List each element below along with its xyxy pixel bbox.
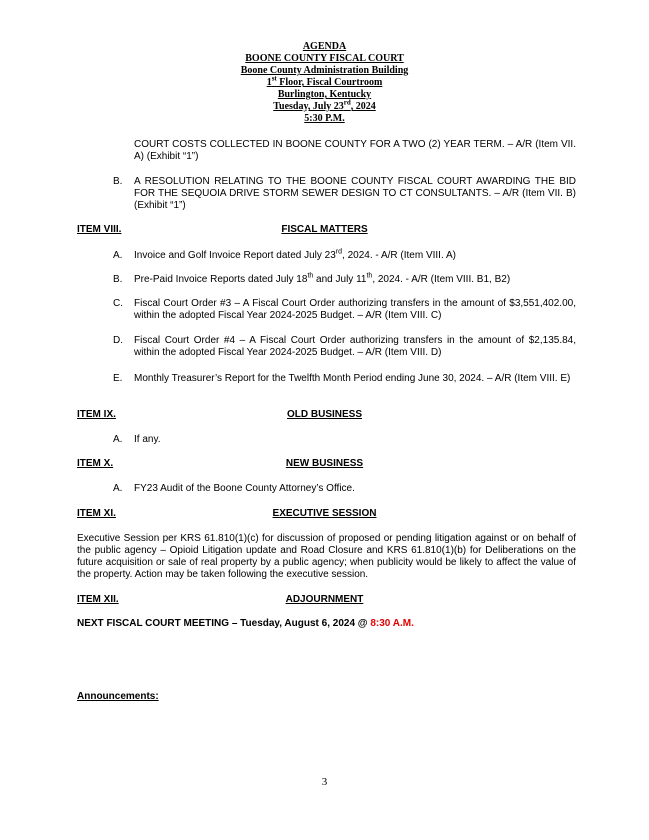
item-xi-label: ITEM XI. <box>77 508 116 519</box>
item-ix-a-letter: A. <box>113 434 123 445</box>
item-xi-title: EXECUTIVE SESSION <box>272 508 377 519</box>
item-vii-b-text: A RESOLUTION RELATING TO THE BOONE COUNTY FISCAL COURT AWARDING THE BID FOR THE SEQUOIA DRIVE STORM SEWER DESIGN TO CT CONSULTANTS. – A/R (Item VII. B) (Exhibit “1”) <box>134 176 576 211</box>
next-meeting-text: NEXT FISCAL COURT MEETING – Tuesday, August 6, 2024 @ <box>77 618 371 629</box>
item-viii-a-letter: A. <box>113 250 123 261</box>
item-x-a-text: FY23 Audit of the Boone County Attorney’s Office. <box>134 483 355 494</box>
item-x-title: NEW BUSINESS <box>285 458 364 469</box>
item-viii-b-letter: B. <box>113 274 123 285</box>
item-ix-title: OLD BUSINESS <box>286 409 362 420</box>
item-xii-label: ITEM XII. <box>77 594 119 605</box>
item-viii-d-letter: D. <box>113 335 123 346</box>
item-x-label: ITEM X. <box>77 458 114 469</box>
item-viii-c-letter: C. <box>113 298 123 309</box>
item-viii-e-text: Monthly Treasurer’s Report for the Twelfth Month Period ending June 30, 2024. – A/R (Item VIII. E) <box>134 373 571 384</box>
page-number: 3 <box>321 776 328 788</box>
item-viii-label: ITEM VIII. <box>77 224 122 235</box>
header-time: 5:30 P.M. <box>304 113 345 124</box>
item-viii-b-text: Pre-Paid Invoice Reports dated July 18th and July 11th, 2024. - A/R (Item VIII. B1, B2) <box>134 272 511 285</box>
item-x-a-letter: A. <box>113 483 123 494</box>
header-date: Tuesday, July 23rd, 2024 <box>273 98 376 112</box>
continued-item-text: COURT COSTS COLLECTED IN BOONE COUNTY FOR A TWO (2) YEAR TERM. – A/R (Item VII. A) (Exhibit “1”) <box>134 139 576 162</box>
header-court-name: BOONE COUNTY FISCAL COURT <box>245 53 404 64</box>
item-viii-a-text: Invoice and Golf Invoice Report dated July 23rd, 2024. - A/R (Item VIII. A) <box>134 248 456 261</box>
header-agenda: AGENDA <box>302 41 347 52</box>
next-meeting-time: 8:30 A.M. <box>370 618 414 629</box>
item-ix-label: ITEM IX. <box>77 409 116 420</box>
item-viii-e-letter: E. <box>113 373 123 384</box>
executive-session-text: Executive Session per KRS 61.810(1)(c) for discussion of proposed or pending litigation against or on behalf of the public agency – Opioid Litigation update and Road Closure and KRS 61.810(1)(b) for Deliberations on the future acquisition or sale of real property by a public agency; when publicity would be likely to affect the value of the property. Action may be taken following the executive session. <box>77 533 576 580</box>
item-viii-d-text: Fiscal Court Order #4 – A Fiscal Court Order authorizing transfers in the amount of $2,135.84, within the adopted Fiscal Year 2024-2025 Budget. – A/R (Item VIII. D) <box>134 335 576 358</box>
item-xii-title: ADJOURNMENT <box>285 594 364 605</box>
header-floor: 1st Floor, Fiscal Courtroom <box>266 74 383 88</box>
header-city: Burlington, Kentucky <box>277 89 372 100</box>
item-ix-a-text: If any. <box>134 434 161 445</box>
item-viii-c-text: Fiscal Court Order #3 – A Fiscal Court Order authorizing transfers in the amount of $3,551,402.00, within the adopted Fiscal Year 2024-2025 Budget. – A/R (Item VIII. C) <box>134 298 576 321</box>
item-vii-b-letter: B. <box>113 176 123 187</box>
announcements-label: Announcements: <box>77 691 159 702</box>
item-viii-title: FISCAL MATTERS <box>281 224 368 235</box>
header-building: Boone County Administration Building <box>240 65 409 76</box>
next-meeting <box>77 618 576 630</box>
